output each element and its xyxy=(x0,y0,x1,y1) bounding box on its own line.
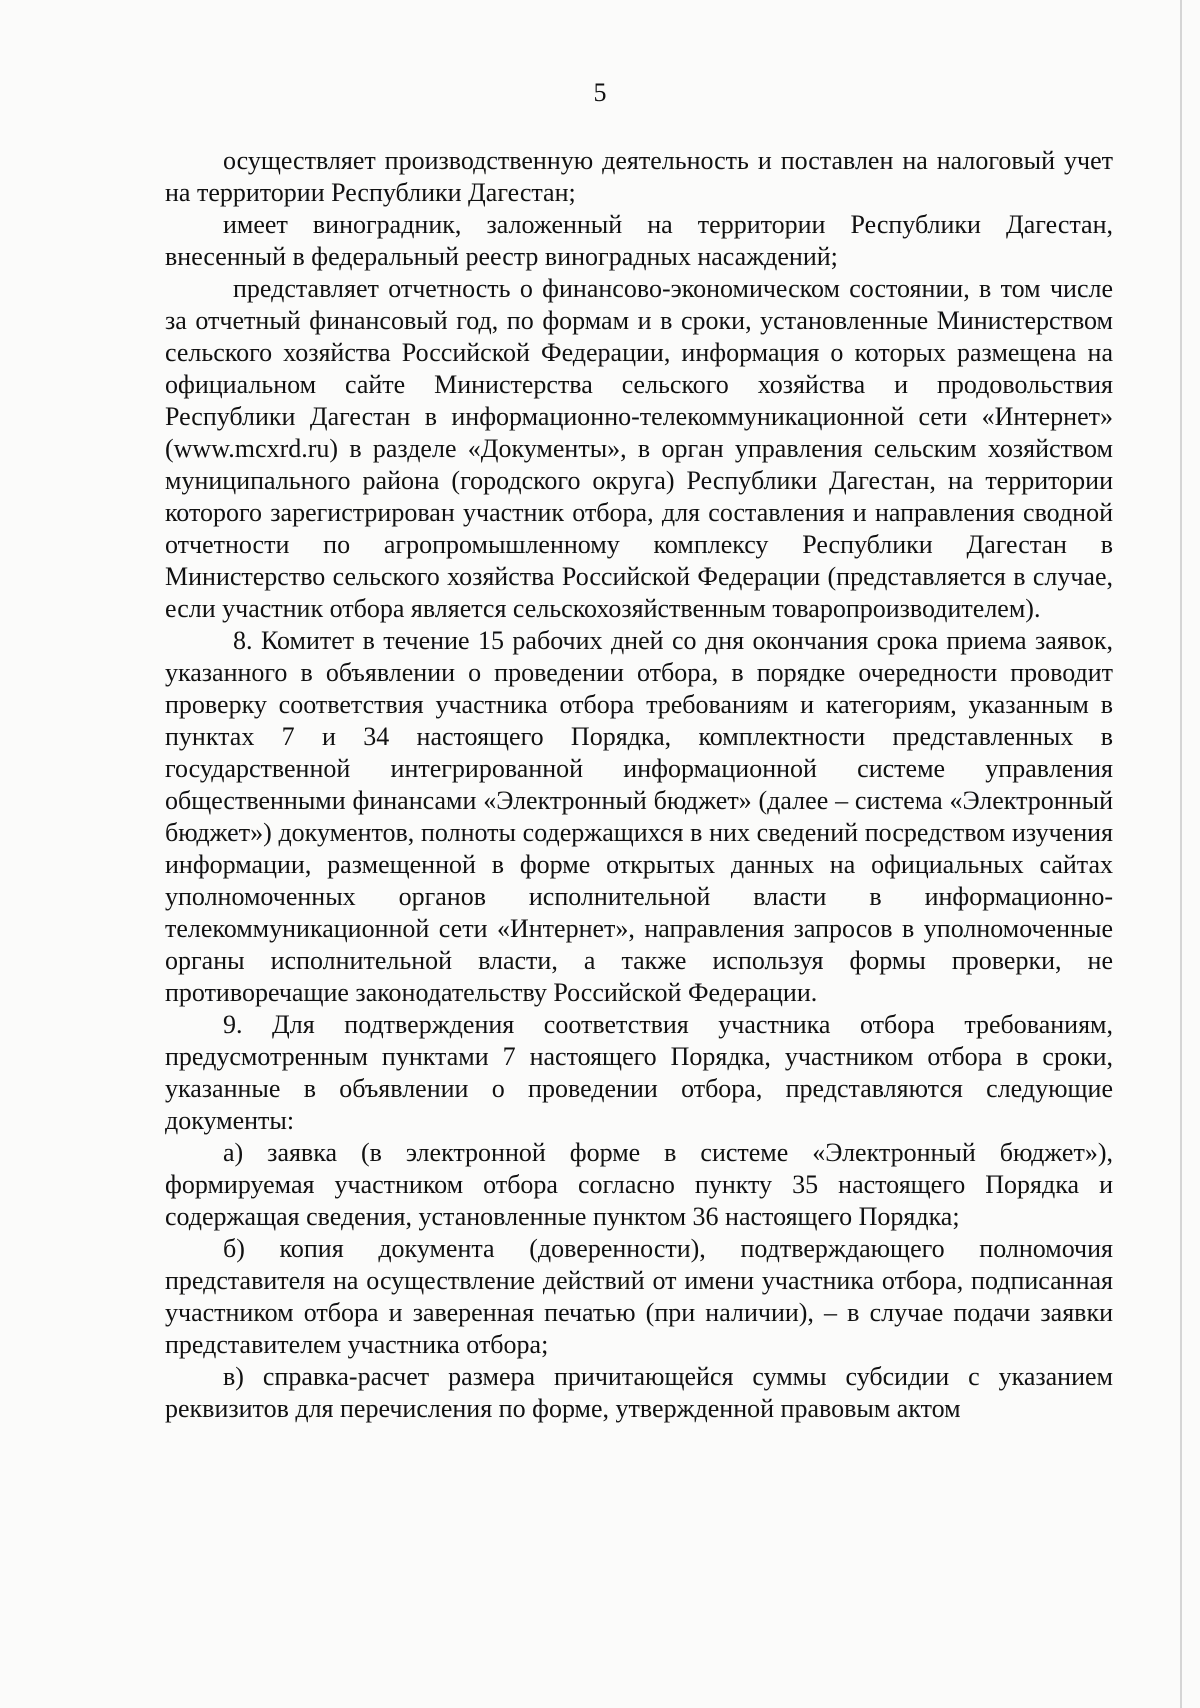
page-number: 5 xyxy=(593,78,607,107)
paragraph-reporting: представляет отчетность о финансово-экономическом состоянии, в том числе за отчетный финансовый год, по формам и в сроки, установленные Министерством сельского хозяйства Российской Федерации, информация о которых размещена на официальном сайте Министерства сельского хозяйства и продовольствия Республики Дагестан в информационно-телекоммуникационной сети «Интернет» (www.mcxrd.ru) в разделе «Документы», в орган управления сельским хозяйством муниципального района (городского округа) Республики Дагестан, на территории которого зарегистрирован участник отбора, для составления и направления сводной отчетности по агропромышленному комплексу Республики Дагестан в Министерство сельского хозяйства Российской Федерации (представляется в случае, если участник отбора является сельскохозяйственным товаропроизводителем). xyxy=(165,274,1113,623)
document-body xyxy=(165,145,1113,1425)
paragraph-subitem-b: б) копия документа (доверенности), подтверждающего полномочия представителя на осуществление действий от имени участника отбора, подписанная участником отбора и заверенная печатью (при наличии), – в случае подачи заявки представителем участника отбора; xyxy=(165,1234,1113,1359)
page-edge xyxy=(1180,0,1182,1708)
paragraph-tax-registration: осуществляет производственную деятельность и поставлен на налоговый учет на территории Республики Дагестан; xyxy=(165,146,1113,207)
paragraph-vineyard: имеет виноградник, заложенный на территории Республики Дагестан, внесенный в федеральный реестр виноградных насаждений; xyxy=(165,210,1113,271)
paragraph-item-9: 9. Для подтверждения соответствия участника отбора требованиям, предусмотренным пунктами 7 настоящего Порядка, участником отбора в сроки, указанные в объявлении о проведении отбора, представляются следующие документы: xyxy=(165,1010,1113,1135)
paragraph-subitem-v: в) справка-расчет размера причитающейся суммы субсидии с указанием реквизитов для перечисления по форме, утвержденной правовым актом xyxy=(165,1362,1113,1423)
paragraph-item-8: 8. Комитет в течение 15 рабочих дней со дня окончания срока приема заявок, указанного в объявлении о проведении отбора, в порядке очередности проводит проверку соответствия участника отбора требованиям и категориям, указанным в пунктах 7 и 34 настоящего Порядка, комплектности представленных в государственной интегрированной информационной системе управления общественными финансами «Электронный бюджет» (далее – система «Электронный бюджет») документов, полноты содержащихся в них сведений посредством изучения информации, размещенной в форме открытых данных на официальных сайтах уполномоченных органов исполнительной власти в информационно-телекоммуникационной сети «Интернет», направления запросов в уполномоченные органы исполнительной власти, а также используя формы проверки, не противоречащие законодательству Российской Федерации. xyxy=(165,626,1113,1007)
paragraph-subitem-a: а) заявка (в электронной форме в системе «Электронный бюджет»), формируемая участником отбора согласно пункту 35 настоящего Порядка и содержащая сведения, установленные пунктом 36 настоящего Порядка; xyxy=(165,1138,1113,1231)
